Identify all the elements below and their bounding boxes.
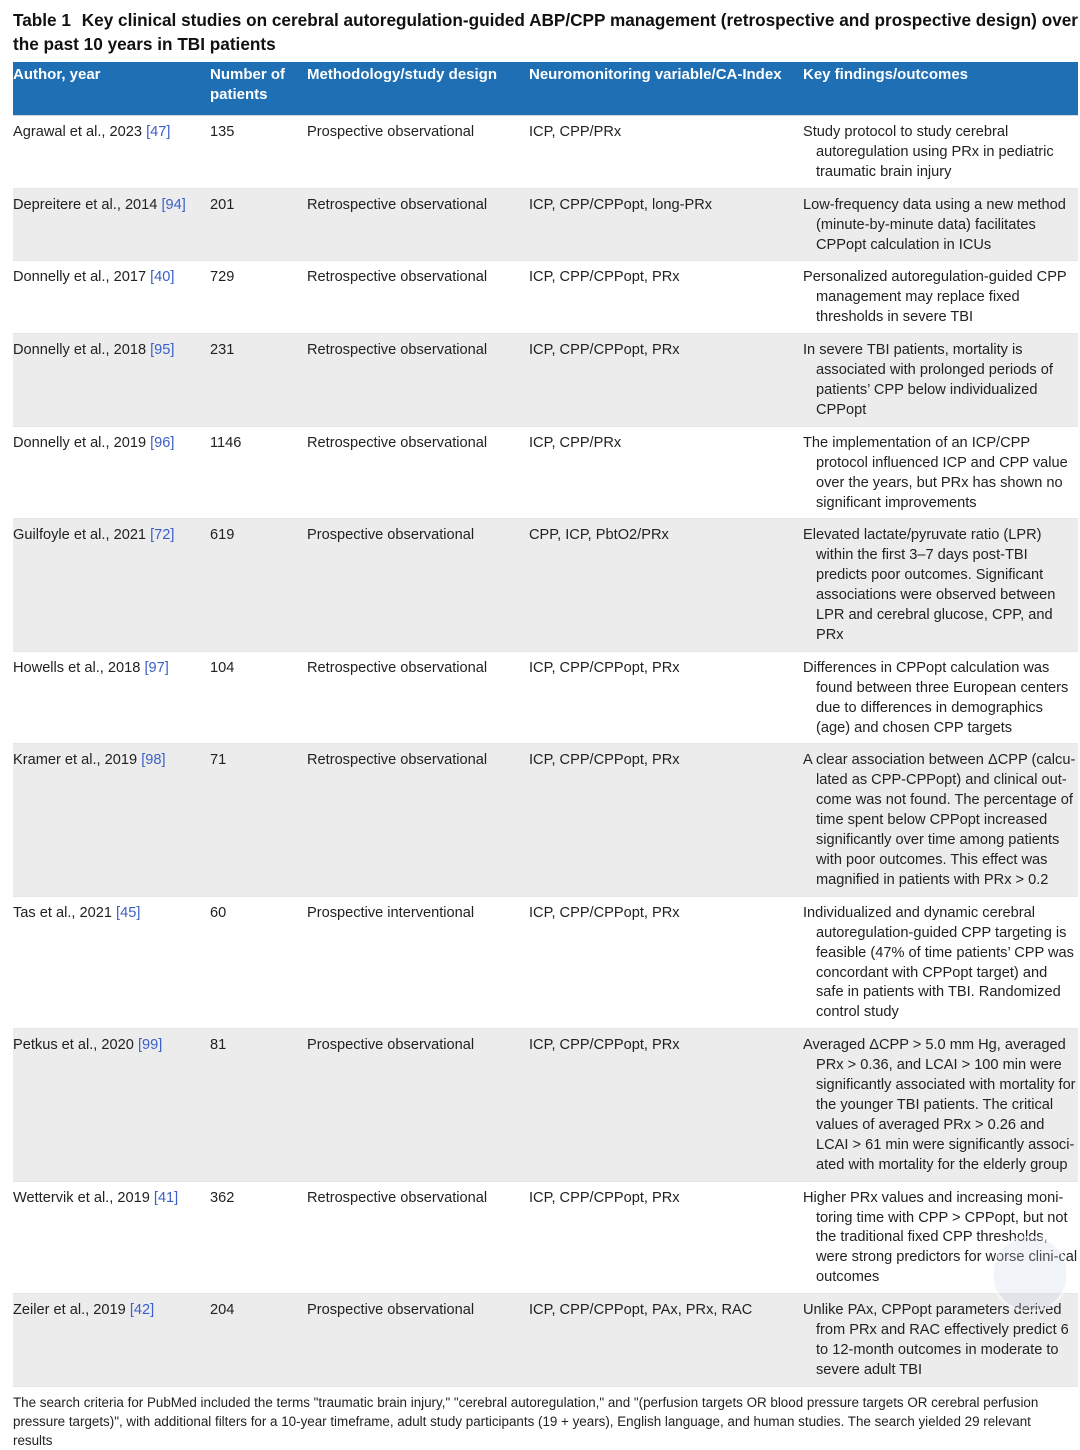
cell-author-year xyxy=(13,1181,210,1294)
cell-neuromonitoring: ICP, CPP/PRx xyxy=(529,116,803,189)
cell-key-finding: Unlike PAx, CPPopt parameters derived from PRx and RAC effectively predict 6 to 12-month outcomes in moderate to severe adult TBI xyxy=(803,1294,1078,1387)
table-row xyxy=(13,426,1078,519)
table-title: Key clinical studies on cerebral autoregulation-guided ABP/CPP management (retrospective and prospective design) over the past 10 years in TBI patients xyxy=(13,10,1078,54)
studies-table xyxy=(13,62,1078,1387)
table-figure xyxy=(13,8,1078,1450)
citation-link[interactable]: [96] xyxy=(150,434,175,451)
cell-neuromonitoring: ICP, CPP/CPPopt, PRx xyxy=(529,896,803,1028)
author-text: Guilfoyle et al., 2021 xyxy=(13,527,147,544)
table-caption xyxy=(13,8,1078,56)
table-row xyxy=(13,896,1078,1028)
cell-author-year xyxy=(13,116,210,189)
table-body xyxy=(13,116,1078,1387)
author-text: Howells et al., 2018 xyxy=(13,659,141,676)
header-author-year: Author, year xyxy=(13,62,210,116)
cell-neuromonitoring: ICP, CPP/CPPopt, PRx xyxy=(529,261,803,334)
cell-author-year xyxy=(13,1029,210,1181)
cell-study-design: Retrospective observational xyxy=(307,188,529,261)
cell-study-design: Retrospective observational xyxy=(307,651,529,744)
cell-study-design: Prospective observational xyxy=(307,116,529,189)
citation-link[interactable]: [95] xyxy=(150,342,175,359)
author-text: Petkus et al., 2020 xyxy=(13,1037,134,1054)
citation-link[interactable]: [40] xyxy=(150,269,175,286)
table-row xyxy=(13,1181,1078,1294)
author-text: Depreitere et al., 2014 xyxy=(13,196,158,213)
header-key-findings: Key findings/outcomes xyxy=(803,62,1078,116)
cell-neuromonitoring: ICP, CPP/PRx xyxy=(529,426,803,519)
header-row xyxy=(13,62,1078,116)
cell-number-of-patients: 619 xyxy=(210,519,307,651)
citation-link[interactable]: [47] xyxy=(146,124,171,140)
author-text: Agrawal et al., 2023 xyxy=(13,124,142,140)
cell-key-finding: Individualized and dynamic cerebral autoregulation-guided CPP targeting is feasible (47% of time patients’ CPP was concordant with CPPopt target) and safe in patients with TBI. Randomized control study xyxy=(803,896,1078,1028)
citation-link[interactable]: [98] xyxy=(141,752,166,769)
table-label: Table 1 xyxy=(13,10,71,30)
cell-key-finding: In severe TBI patients, mortality is associated with prolonged periods of patients’ CPP below individualized CPPopt xyxy=(803,334,1078,427)
table-row xyxy=(13,188,1078,261)
watermark-logo xyxy=(992,1236,1068,1312)
author-text: Tas et al., 2021 xyxy=(13,904,112,921)
header-neuromonitoring: Neuromonitoring variable/CA-Index xyxy=(529,62,803,116)
table-row xyxy=(13,261,1078,334)
cell-neuromonitoring: ICP, CPP/CPPopt, PRx xyxy=(529,1181,803,1294)
cell-key-finding: Personalized autoregulation-guided CPP management may replace fixed thresholds in severe TBI xyxy=(803,261,1078,334)
table-row xyxy=(13,519,1078,651)
cell-author-year xyxy=(13,519,210,651)
citation-link[interactable]: [97] xyxy=(144,659,169,676)
cell-author-year xyxy=(13,188,210,261)
cell-number-of-patients: 71 xyxy=(210,744,307,896)
cell-study-design: Retrospective observational xyxy=(307,426,529,519)
citation-link[interactable]: [41] xyxy=(153,1189,179,1206)
citation-link[interactable]: [94] xyxy=(161,196,186,213)
cell-key-finding: A clear association between ΔCPP (calcu-lated as CPP-CPPopt) and clinical out-come was not found. The percentage of time spent below CPPopt increased significantly over time among patients with poor outcomes. This effect was magnified in patients with PRx > 0.2 xyxy=(803,744,1078,896)
table-footnote: The search criteria for PubMed included the terms "traumatic brain injury," "cerebral autoregulation," and "(perfusion targets OR blood pressure targets OR cerebral perfusion pressure targets)", with additional filters for a 10-year timeframe, adult study participants (19 + years), English language, and human studies. The search yielded 29 relevant results xyxy=(13,1394,1039,1448)
table-row xyxy=(13,1294,1078,1387)
table-row xyxy=(13,1029,1078,1181)
citation-link[interactable]: [72] xyxy=(150,527,175,544)
table-row xyxy=(13,651,1078,744)
cell-number-of-patients: 231 xyxy=(210,334,307,427)
cell-neuromonitoring: ICP, CPP/CPPopt, PAx, PRx, RAC xyxy=(529,1294,803,1387)
cell-author-year xyxy=(13,651,210,744)
author-text: Kramer et al., 2019 xyxy=(13,752,138,769)
cell-study-design: Prospective observational xyxy=(307,519,529,651)
author-text: Donnelly et al., 2018 xyxy=(13,342,147,359)
citation-link[interactable]: [42] xyxy=(129,1302,155,1319)
cell-study-design: Retrospective observational xyxy=(307,334,529,427)
cell-study-design: Prospective observational xyxy=(307,1029,529,1181)
author-text: Wettervik et al., 2019 xyxy=(13,1189,150,1206)
author-text: Donnelly et al., 2017 xyxy=(13,269,147,286)
cell-number-of-patients: 135 xyxy=(210,116,307,189)
cell-author-year xyxy=(13,1294,210,1387)
cell-study-design: Retrospective observational xyxy=(307,1181,529,1294)
cell-study-design: Prospective interventional xyxy=(307,896,529,1028)
cell-number-of-patients: 81 xyxy=(210,1029,307,1181)
cell-author-year xyxy=(13,744,210,896)
citation-link[interactable]: [99] xyxy=(137,1037,163,1054)
cell-key-finding: Elevated lactate/pyruvate ratio (LPR) within the first 3–7 days post-TBI predicts poor outcomes. Significant associations were observed between LPR and cerebral glucose, CPP, and PRx xyxy=(803,519,1078,651)
cell-key-finding: The implementation of an ICP/CPP protocol influenced ICP and CPP value over the years, but PRx has shown no significant improvements xyxy=(803,426,1078,519)
cell-number-of-patients: 729 xyxy=(210,261,307,334)
header-number-of-patients: Number of patients xyxy=(210,62,307,116)
cell-neuromonitoring: ICP, CPP/CPPopt, PRx xyxy=(529,1029,803,1181)
cell-author-year xyxy=(13,426,210,519)
cell-number-of-patients: 201 xyxy=(210,188,307,261)
cell-key-finding: Differences in CPPopt calculation was found between three European centers due to differences in demographics (age) and chosen CPP targets xyxy=(803,651,1078,744)
author-text: Donnelly et al., 2019 xyxy=(13,434,147,451)
cell-key-finding: Study protocol to study cerebral autoregulation using PRx in pediatric traumatic brain injury xyxy=(803,116,1078,189)
cell-number-of-patients: 104 xyxy=(210,651,307,744)
header-methodology: Methodology/study design xyxy=(307,62,529,116)
cell-key-finding: Low-frequency data using a new method (minute-by-minute data) facilitates CPPopt calculation in ICUs xyxy=(803,188,1078,261)
cell-number-of-patients: 1146 xyxy=(210,426,307,519)
cell-neuromonitoring: CPP, ICP, PbtO2/PRx xyxy=(529,519,803,651)
table-row xyxy=(13,334,1078,427)
table-row xyxy=(13,116,1078,189)
cell-study-design: Prospective observational xyxy=(307,1294,529,1387)
cell-author-year xyxy=(13,334,210,427)
cell-number-of-patients: 60 xyxy=(210,896,307,1028)
cell-key-finding: Higher PRx values and increasing moni-toring time with CPP > CPPopt, but not the traditional fixed CPP thresholds, were strong predictors for worse clini-cal outcomes xyxy=(803,1181,1078,1294)
cell-author-year xyxy=(13,896,210,1028)
cell-study-design: Retrospective observational xyxy=(307,744,529,896)
cell-key-finding: Averaged ΔCPP > 5.0 mm Hg, averaged PRx > 0.36, and LCAI > 100 min were significantly associated with mortality for the younger TBI patients. The critical values of averaged PRx > 0.26 and LCAI > 61 min were significantly associ-ated with mortality for the elderly group xyxy=(803,1029,1078,1181)
cell-number-of-patients: 204 xyxy=(210,1294,307,1387)
cell-study-design: Retrospective observational xyxy=(307,261,529,334)
table-row xyxy=(13,744,1078,896)
citation-link[interactable]: [45] xyxy=(116,904,141,921)
cell-neuromonitoring: ICP, CPP/CPPopt, PRx xyxy=(529,651,803,744)
cell-neuromonitoring: ICP, CPP/CPPopt, PRx xyxy=(529,744,803,896)
cell-author-year xyxy=(13,261,210,334)
author-text: Zeiler et al., 2019 xyxy=(13,1302,126,1319)
cell-number-of-patients: 362 xyxy=(210,1181,307,1294)
cell-neuromonitoring: ICP, CPP/CPPopt, long-PRx xyxy=(529,188,803,261)
cell-neuromonitoring: ICP, CPP/CPPopt, PRx xyxy=(529,334,803,427)
